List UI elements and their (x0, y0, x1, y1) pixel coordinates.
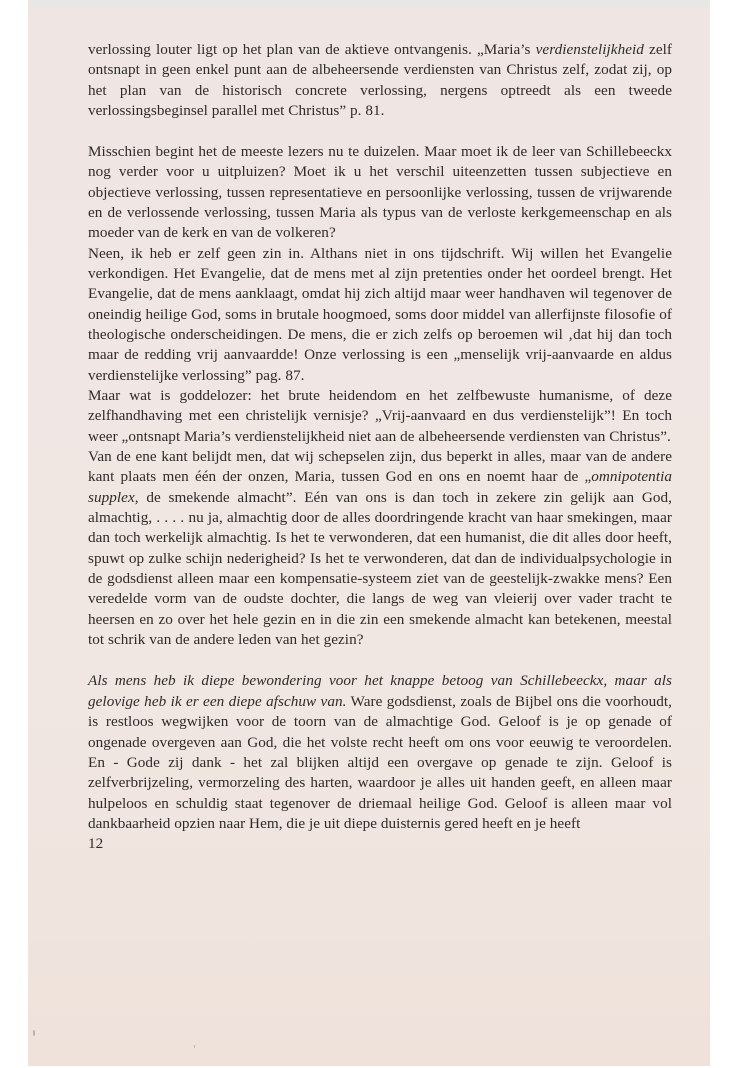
text-run: zelf ontsnapt in geen enkel punt aan de albeheersende verdiensten van Christus zelf, zodat zij, op het plan van de historisch concrete verlossing, nergens optreedt als een tweede verlossingsbeginsel parallel met Christus” p. 81. (88, 41, 672, 120)
paragraph-5 (88, 447, 672, 650)
book-page (28, 0, 710, 1066)
text-run: verlossing louter ligt op het plan van de aktieve ontvangenis. „Maria’s (88, 41, 536, 58)
paragraph-6 (88, 671, 672, 834)
scan-speck (33, 1030, 35, 1036)
paragraph-2 (88, 142, 672, 244)
scan-speck (194, 1045, 195, 1048)
paragraph-3 (88, 244, 672, 386)
text-run: Neen, ik heb er zelf geen zin in. Althans niet in ons tijdschrift. Wij willen het Evangelie verkondigen. Het Evangelie, dat de mens met al zijn pretenties onder het oordeel brengt. Het Evangelie, dat de mens aanklaagt, omdat hij zich altijd maar weer handhaven wil tegenover de oneindig heilige God, soms in brutale hoogmoed, soms door middel van allerfijnste filosofie of theologische onderscheidingen. De mens, die er zich zelfs op beroemen wil ‚dat hij dan toch maar de redding vrij aanvaardde! Onze verlossing is een „menselijk vrij-aanvaarde en aldus verdienstelijke verlossing” pag. 87. (88, 244, 672, 384)
italic-run: verdienstelijkheid (535, 41, 644, 58)
scan-top-edge (28, 0, 710, 8)
text-run: Van de ene kant belijdt men, dat wij schepselen zijn, dus beperkt in alles, maar van de andere kant plaats men één der onzen, Maria, tussen God en ons en noemt haar de „ (88, 448, 672, 486)
text-run: Misschien begint het de meeste lezers nu te duizelen. Maar moet ik de leer van Schillebeeckx nog verder voor u uitpluizen? Moet ik u het verschil uiteenzetten tussen subjectieve en objectieve verlossing, tussen representatieve en persoonlijke verlossing, tussen de vrijwarende en de verlossende verlossing, tussen Maria als typus van de verloste kerkgemeenschap en als moeder van de kerk en van de volkeren? (88, 142, 672, 242)
text-run: Ware godsdienst, zoals de Bijbel ons die voorhoudt, is restloos wegwijken voor de toorn van de almachtige God. Geloof is je op genade of ongenade overgeven aan God, die het volste recht heeft om ons voor eeuwig te veroordelen. En - Gode zij dank - het zal blijken altijd een overgave op genade te zijn. Geloof is zelfverbrijzeling, vermorzeling des harten, waardoor je alles uit handen geeft, en alleen maar hulpeloos en schuldig staat tegenover de driemaal heilige God. Geloof is alleen maar vol dankbaarheid opzien naar Hem, die je uit diepe duisternis gered heeft en je heeft (88, 692, 672, 832)
text-run: de smekende almacht”. Eén van ons is dan toch in zekere zin gelijk aan God, almachtig, . . . . nu ja, almachtig door de alles doordringende kracht van haar smekingen, maar dan toch werkelijk almachtig. Is het te verwonderen, dat een humanist, die dit alles door heeft, spuwt op zulke schijn nederigheid? Is het te verwonderen, dat dan de individualpsychologie in de godsdienst alleen maar een kompensatie-systeem ziet van de geestelijk-zwakke mens? Een veredelde vorm van de oudste dochter, die langs de weg van vleierij over vader tracht te heersen en zo over het hele gezin en in die zin een smekende almacht kan betekenen, meestal tot schrik van de andere leden van het gezin? (88, 488, 672, 649)
paragraph-4 (88, 386, 672, 447)
page-number: 12 (88, 835, 104, 853)
italic-run: omnipotentia supplex, (88, 468, 672, 506)
italic-run: Als mens heb ik diepe bewondering voor het knappe betoog van Schillebeeckx, maar als gelovige heb ik er een diepe afschuw van. (88, 672, 672, 710)
text-run: Maar wat is goddelozer: het brute heidendom en het zelfbewuste humanisme, of deze zelfhandhaving met een christelijk vernisje? „Vrij-aanvaard en dus verdienstelijk”! En toch weer „ontsnapt Maria’s verdienstelijkheid niet aan de albeheersende verdiensten van Christus”. (88, 387, 672, 445)
paragraph-gap (88, 121, 672, 142)
page-body (88, 40, 672, 855)
paragraph-gap (88, 650, 672, 671)
paragraph-1 (88, 40, 672, 121)
